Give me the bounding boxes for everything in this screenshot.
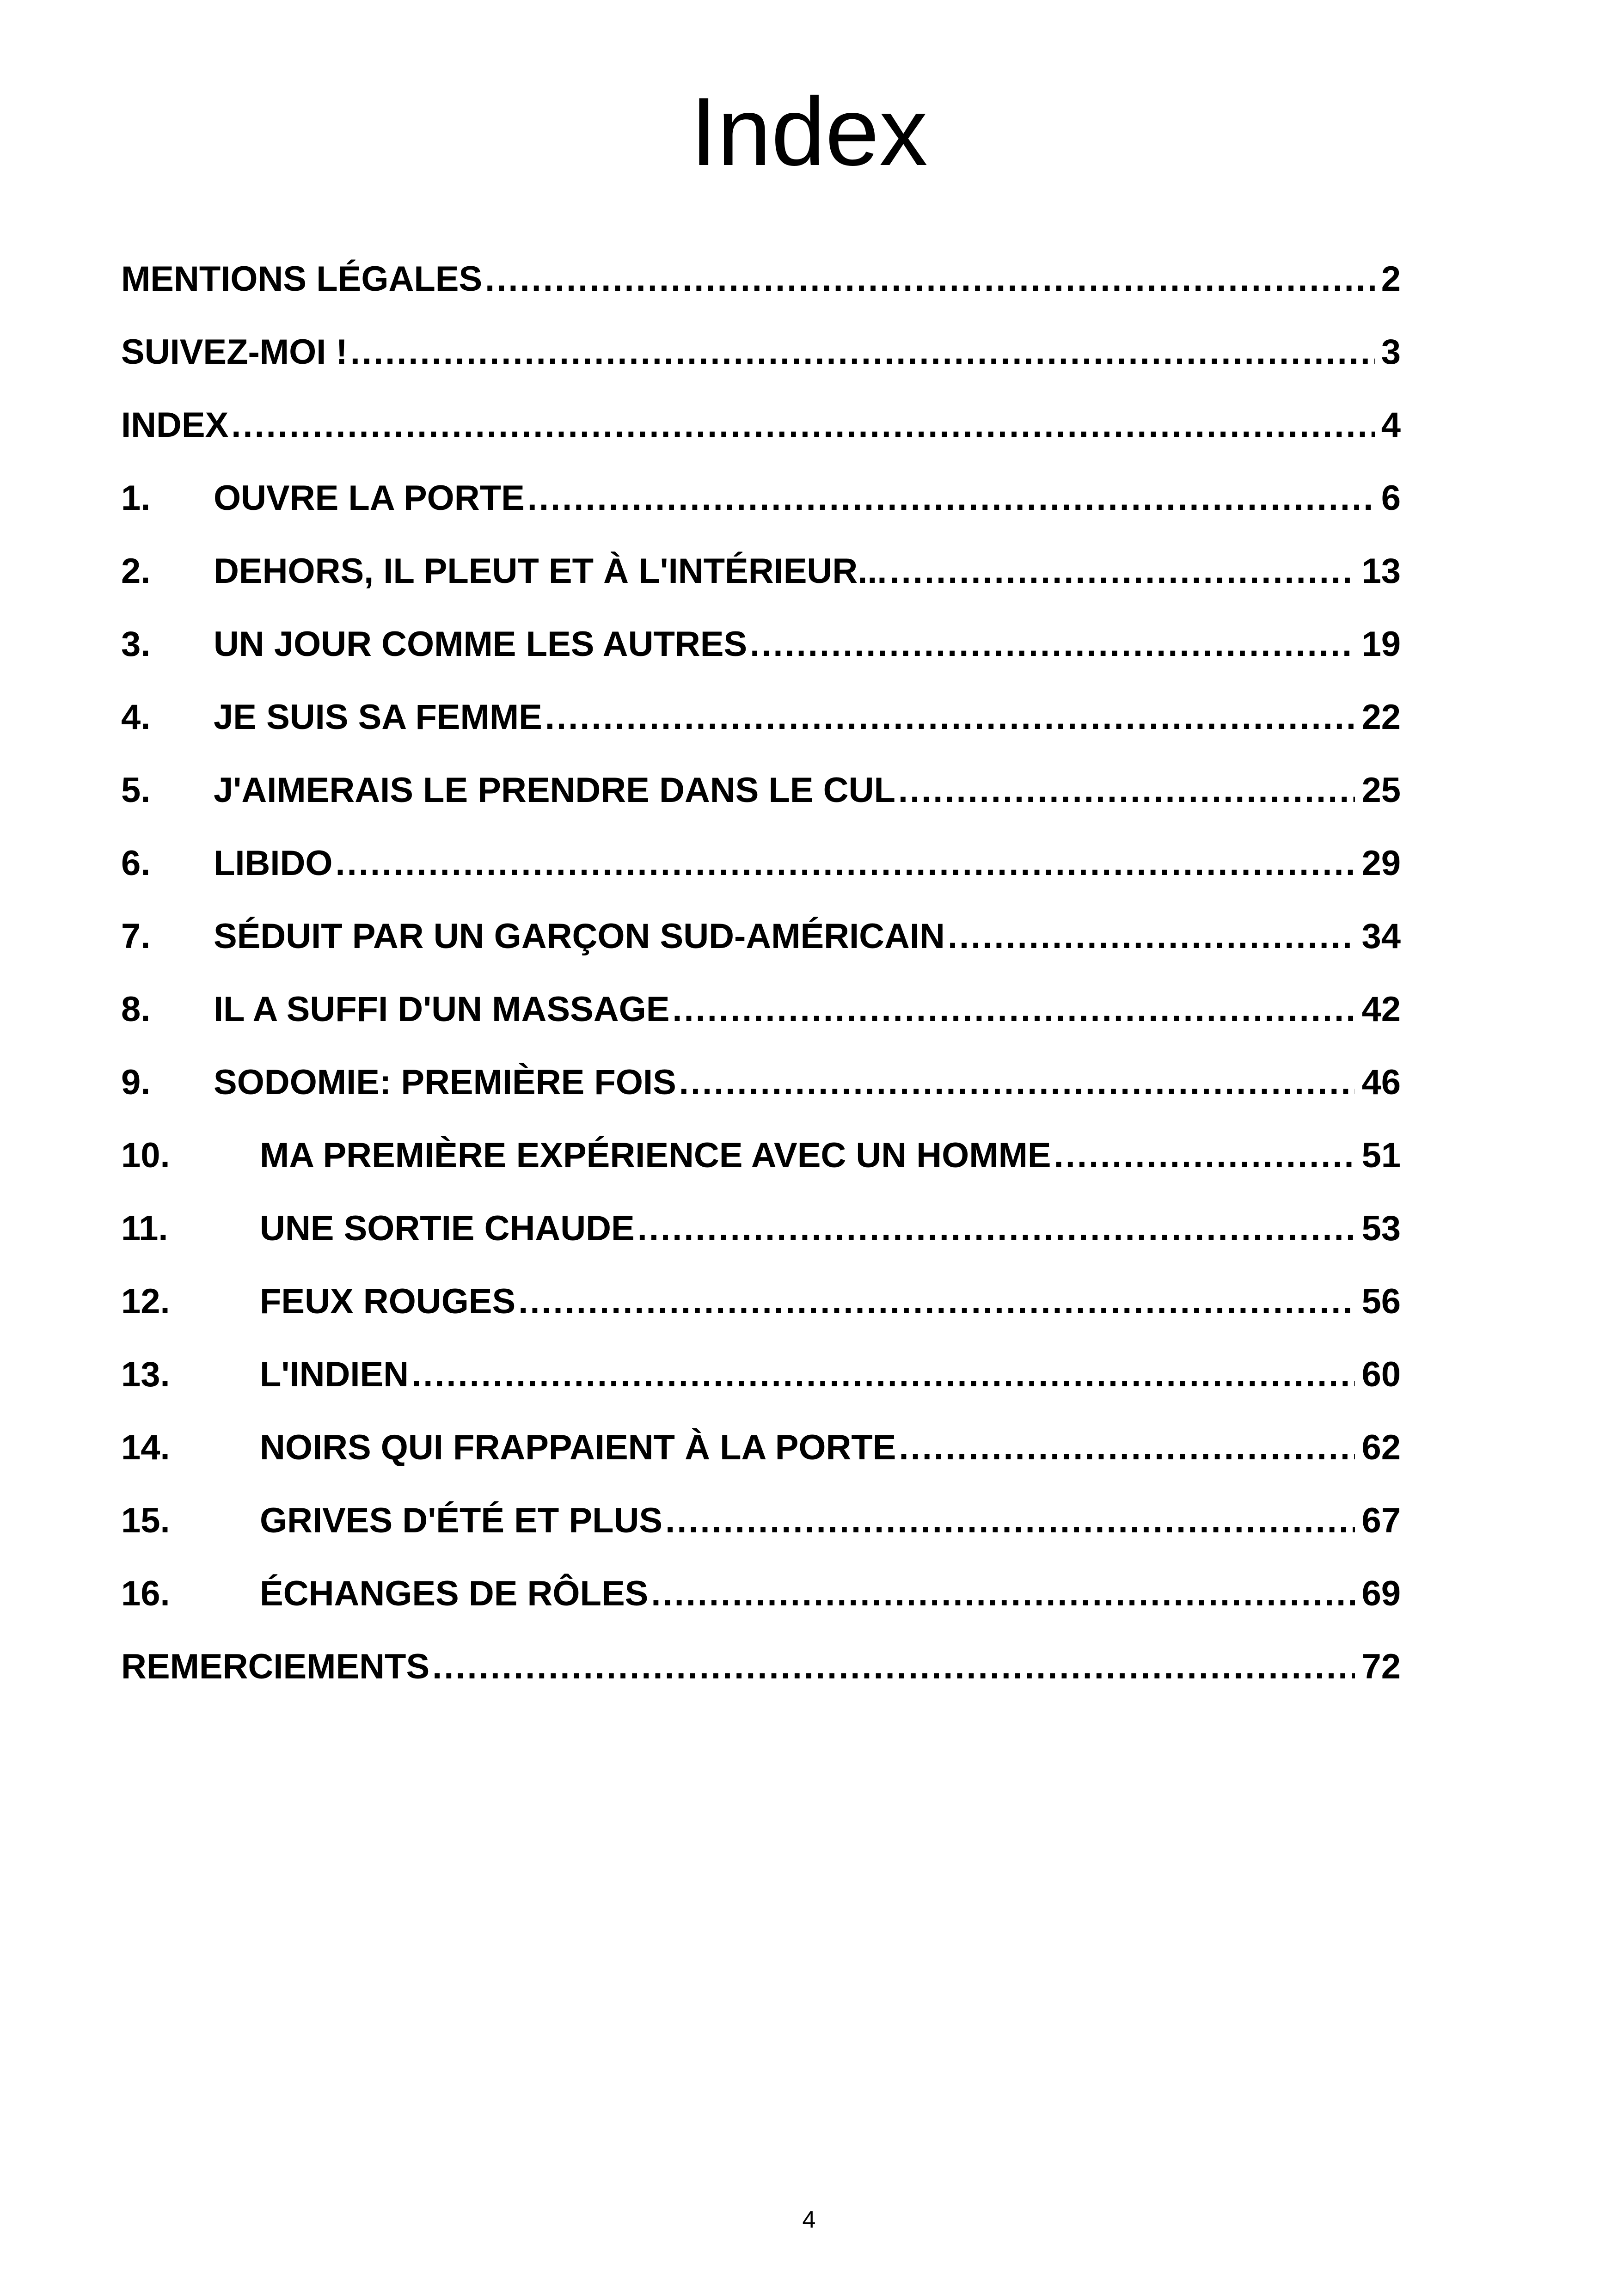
toc-entry-title: JE SUIS SA FEMME — [214, 698, 542, 737]
toc-entry-chapter-4[interactable] — [121, 697, 1401, 770]
toc-entry-title: MA PREMIÈRE EXPÉRIENCE AVEC UN HOMME — [260, 1136, 1051, 1175]
toc-entry-number: 9. — [121, 1063, 151, 1102]
toc-entry-chapter-8[interactable] — [121, 989, 1401, 1062]
toc-entry-chapter-16[interactable] — [121, 1574, 1401, 1647]
toc-entry-number: 7. — [121, 917, 151, 956]
dot-leader — [890, 551, 1355, 591]
toc-entry-chapter-10[interactable] — [121, 1135, 1401, 1208]
toc-entry-page: 13 — [1361, 551, 1401, 591]
toc-entry-page: 19 — [1361, 625, 1401, 664]
toc-entry-title: MENTIONS LÉGALES — [121, 259, 483, 299]
dot-leader — [527, 478, 1375, 518]
dot-leader — [336, 843, 1355, 883]
toc-entry-page: 53 — [1361, 1209, 1401, 1248]
toc-entry-page: 60 — [1361, 1355, 1401, 1394]
toc-entry-number: 6. — [121, 844, 151, 883]
toc-entry-title: ÉCHANGES DE RÔLES — [260, 1574, 649, 1613]
toc-entry-chapter-3[interactable] — [121, 624, 1401, 697]
dot-leader — [231, 405, 1374, 445]
toc-entry-page: 62 — [1361, 1428, 1401, 1467]
dot-leader — [899, 1427, 1355, 1468]
dot-leader — [350, 332, 1375, 372]
toc-entry-title: SODOMIE: PREMIÈRE FOIS — [214, 1063, 676, 1102]
toc-entry-title: UN JOUR COMME LES AUTRES — [214, 625, 748, 664]
toc-entry-chapter-5[interactable] — [121, 770, 1401, 843]
toc-entry-page: 22 — [1361, 698, 1401, 737]
toc-entry-number: 3. — [121, 625, 151, 664]
toc-entry-page: 46 — [1361, 1063, 1401, 1102]
toc-entry-title: DEHORS, IL PLEUT ET À L'INTÉRIEUR... — [214, 551, 887, 591]
toc-entry-chapter-12[interactable] — [121, 1281, 1401, 1354]
page-title: Index — [690, 77, 928, 186]
toc-entry-title: OUVRE LA PORTE — [214, 478, 525, 518]
toc-entry-number: 11. — [121, 1209, 168, 1248]
toc-entry-title: LIBIDO — [214, 844, 333, 883]
toc-entry-title: NOIRS QUI FRAPPAIENT À LA PORTE — [260, 1428, 896, 1467]
dot-leader — [651, 1574, 1355, 1614]
toc-entry-page: 25 — [1361, 771, 1401, 810]
dot-leader — [898, 770, 1355, 810]
toc-entry-chapter-14[interactable] — [121, 1427, 1401, 1500]
toc-entry-page: 69 — [1361, 1574, 1401, 1613]
toc-entry-number: 16. — [121, 1574, 170, 1613]
dot-leader — [672, 989, 1355, 1029]
toc-entry-page: 4 — [1381, 405, 1401, 445]
toc-entry-suivez-moi[interactable] — [121, 332, 1401, 405]
toc-entry-number: 13. — [121, 1355, 170, 1394]
toc-entry-number: 4. — [121, 698, 151, 737]
toc-entry-title: GRIVES D'ÉTÉ ET PLUS — [260, 1501, 663, 1540]
toc-entry-page: 34 — [1361, 917, 1401, 956]
toc-entry-number: 2. — [121, 551, 151, 591]
dot-leader — [1054, 1135, 1355, 1176]
dot-leader — [432, 1647, 1355, 1687]
toc-entry-page: 72 — [1361, 1647, 1401, 1686]
toc-entry-number: 1. — [121, 478, 151, 518]
toc-entry-chapter-2[interactable] — [121, 551, 1401, 624]
toc-entry-index[interactable] — [121, 405, 1401, 478]
page-number: 4 — [802, 2206, 816, 2233]
toc-entry-chapter-6[interactable] — [121, 843, 1401, 916]
dot-leader — [948, 916, 1355, 956]
dot-leader — [637, 1208, 1355, 1249]
toc-entry-number: 12. — [121, 1282, 170, 1321]
toc-entry-title: IL A SUFFI D'UN MASSAGE — [214, 990, 670, 1029]
toc-entry-chapter-9[interactable] — [121, 1062, 1401, 1135]
toc-entry-number: 5. — [121, 771, 151, 810]
table-of-contents — [121, 259, 1401, 1720]
toc-entry-title: UNE SORTIE CHAUDE — [260, 1209, 635, 1248]
toc-entry-number: 15. — [121, 1501, 170, 1540]
toc-entry-chapter-15[interactable] — [121, 1500, 1401, 1574]
toc-entry-number: 14. — [121, 1428, 170, 1467]
toc-entry-page: 51 — [1361, 1136, 1401, 1175]
toc-entry-chapter-1[interactable] — [121, 478, 1401, 551]
toc-entry-title: L'INDIEN — [260, 1355, 409, 1394]
toc-entry-page: 3 — [1381, 332, 1401, 372]
toc-entry-title: SÉDUIT PAR UN GARÇON SUD-AMÉRICAIN — [214, 917, 945, 956]
toc-entry-chapter-11[interactable] — [121, 1208, 1401, 1281]
toc-entry-page: 67 — [1361, 1501, 1401, 1540]
toc-entry-title: SUIVEZ-MOI ! — [121, 332, 348, 372]
toc-entry-number: 10. — [121, 1136, 170, 1175]
dot-leader — [545, 697, 1355, 737]
toc-entry-page: 6 — [1381, 478, 1401, 518]
dot-leader — [518, 1281, 1355, 1322]
toc-entry-title: J'AIMERAIS LE PRENDRE DANS LE CUL — [214, 771, 895, 810]
toc-entry-chapter-7[interactable] — [121, 916, 1401, 989]
toc-entry-title: REMERCIEMENTS — [121, 1647, 430, 1686]
dot-leader — [411, 1354, 1355, 1395]
dot-leader — [665, 1500, 1355, 1541]
toc-entry-page: 29 — [1361, 844, 1401, 883]
toc-entry-number: 8. — [121, 990, 151, 1029]
dot-leader — [485, 259, 1375, 299]
toc-entry-page: 42 — [1361, 990, 1401, 1029]
toc-entry-remerciements[interactable] — [121, 1647, 1401, 1720]
dot-leader — [679, 1062, 1355, 1102]
toc-entry-title: INDEX — [121, 405, 229, 445]
toc-entry-title: FEUX ROUGES — [260, 1282, 516, 1321]
toc-entry-mentions-legales[interactable] — [121, 259, 1401, 332]
toc-entry-chapter-13[interactable] — [121, 1354, 1401, 1427]
dot-leader — [750, 624, 1355, 664]
toc-entry-page: 2 — [1381, 259, 1401, 299]
toc-entry-page: 56 — [1361, 1282, 1401, 1321]
